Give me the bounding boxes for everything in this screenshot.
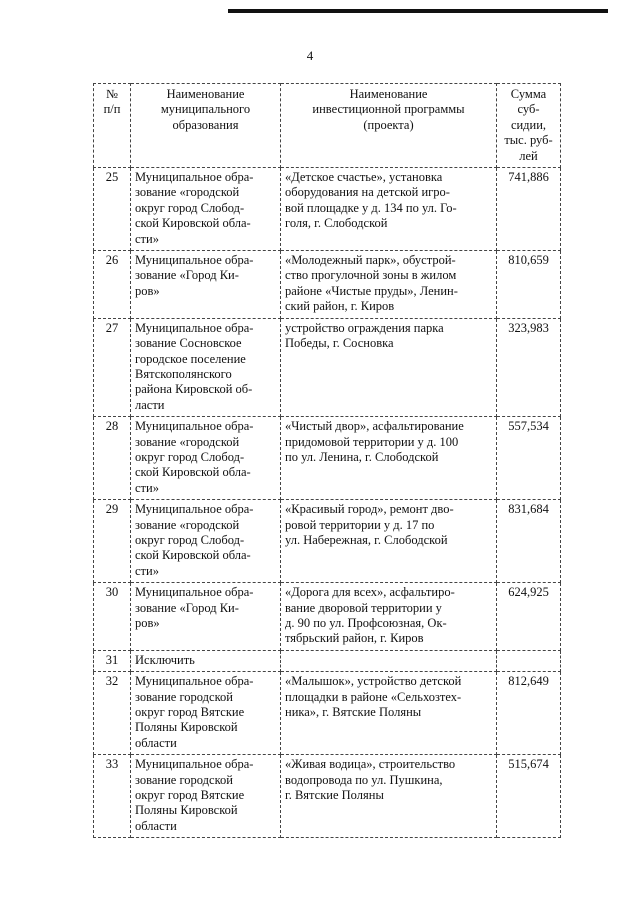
row-number: 25: [94, 168, 131, 251]
row-program: «Дорога для всех», асфальтиро- вание дворовой территории у д. 90 по ул. Профсоюзная, Ок- тябрьский район, г. Киров: [281, 583, 497, 651]
row-program: «Красивый город», ремонт дво- ровой территории у д. 17 по ул. Набережная, г. Слободской: [281, 500, 497, 583]
row-amount: 810,659: [497, 251, 561, 319]
row-amount: 624,925: [497, 583, 561, 651]
table-row: [94, 251, 561, 319]
row-amount: 831,684: [497, 500, 561, 583]
table-header-row: [94, 84, 561, 168]
row-program: «Живая водица», строительство водопровода по ул. Пушкина, г. Вятские Поляны: [281, 755, 497, 838]
row-program: «Малышок», устройство детской площадки в районе «Сельхозтех- ника», г. Вятские Поляны: [281, 672, 497, 755]
table-row: [94, 417, 561, 500]
row-number: 33: [94, 755, 131, 838]
header-program: Наименование инвестиционной программы (проекта): [281, 84, 497, 168]
row-program: устройство ограждения парка Победы, г. Сосновка: [281, 318, 497, 416]
row-amount: 323,983: [497, 318, 561, 416]
row-program: «Детское счастье», установка оборудования на детской игро- вой площадке у д. 134 по ул. Го- голя, г. Слободской: [281, 168, 497, 251]
row-number: 30: [94, 583, 131, 651]
row-amount: [497, 650, 561, 671]
table-row: [94, 672, 561, 755]
row-program: «Чистый двор», асфальтирование придомовой территории у д. 100 по ул. Ленина, г. Слободской: [281, 417, 497, 500]
row-amount: 515,674: [497, 755, 561, 838]
table-row: [94, 755, 561, 838]
row-municipality: Муниципальное обра- зование «Город Ки- ров»: [131, 583, 281, 651]
row-municipality: Муниципальное обра- зование «городской округ город Слобод- ской Кировской обла- сти»: [131, 500, 281, 583]
header-municipality: Наименование муниципального образования: [131, 84, 281, 168]
row-municipality: Муниципальное обра- зование Сосновское городское поселение Вятскополянского района Кировской об- ласти: [131, 318, 281, 416]
row-number: 28: [94, 417, 131, 500]
table-row: [94, 318, 561, 416]
row-number: 29: [94, 500, 131, 583]
row-program: «Молодежный парк», обустрой- ство прогулочной зоны в жилом районе «Чистые пруды», Ленин- ский район, г. Киров: [281, 251, 497, 319]
row-amount: 741,886: [497, 168, 561, 251]
header-number: № п/п: [94, 84, 131, 168]
row-amount: 557,534: [497, 417, 561, 500]
row-municipality: Муниципальное обра- зование городской округ город Вятские Поляны Кировской области: [131, 672, 281, 755]
table-row: [94, 168, 561, 251]
table-row: [94, 500, 561, 583]
subsidy-table: [93, 83, 561, 838]
row-program: [281, 650, 497, 671]
row-municipality: Исключить: [131, 650, 281, 671]
table-row: [94, 650, 561, 671]
row-number: 26: [94, 251, 131, 319]
row-municipality: Муниципальное обра- зование «городской округ город Слобод- ской Кировской обла- сти»: [131, 417, 281, 500]
row-amount: 812,649: [497, 672, 561, 755]
row-municipality: Муниципальное обра- зование городской округ город Вятские Поляны Кировской области: [131, 755, 281, 838]
row-number: 27: [94, 318, 131, 416]
row-number: 31: [94, 650, 131, 671]
row-municipality: Муниципальное обра- зование «Город Ки- ров»: [131, 251, 281, 319]
header-amount: Сумма суб- сидии, тыс. руб- лей: [497, 84, 561, 168]
page-number: 4: [306, 48, 314, 63]
row-municipality: Муниципальное обра- зование «городской округ город Слобод- ской Кировской обла- сти»: [131, 168, 281, 251]
table-row: [94, 583, 561, 651]
header-rule: [228, 9, 608, 13]
row-number: 32: [94, 672, 131, 755]
